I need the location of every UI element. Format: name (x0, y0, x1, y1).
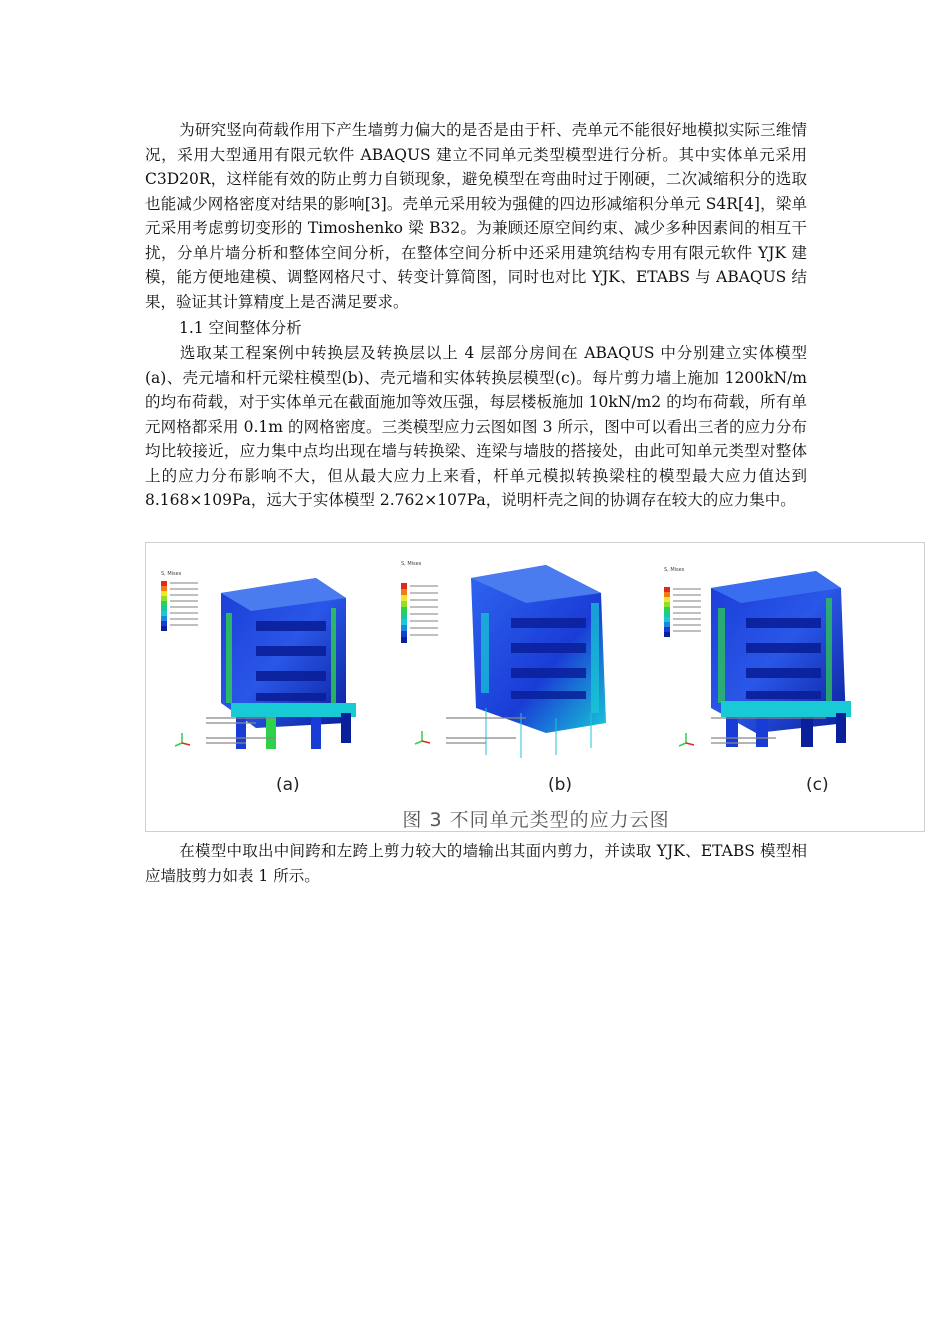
intro-paragraph: 为研究竖向荷载作用下产生墙剪力偏大的是否是由于杆、壳单元不能很好地模拟实际三维情况，采用大型通用有限元软件 ABAQUS 建立不同单元类型模型进行分析。其中实体单元采用 C3D20R，这样能有效的防止剪力自锁现象，避免模型在弯曲时过于刚硬，二次减缩积分的选取也能减少网格密度对结果的影响[3]。壳单元采用较为强健的四边形减缩积分单元 S4R[4]，梁单元采用考虑剪切变形的 Timoshenko 梁 B32。为兼顾还原空间约束、减少多种因素间的相互干扰，分单片墙分析和整体空间分析，在整体空间分析中还采用建筑结构专用有限元软件 YJK 建模，能方便地建模、调整网格尺寸、转变计算简图，同时也对比 YJK、ETABS 与 ABAQUS 结果，验证其计算精度上是否满足要求。 (145, 121, 807, 311)
legend-c (664, 567, 701, 637)
legend-title-b: S, Mises (401, 561, 422, 567)
legend-title-a: S, Mises (161, 571, 182, 577)
sublabel-b: (b) (548, 775, 573, 795)
model-a (175, 578, 356, 749)
legend-b (401, 561, 438, 643)
sublabel-a: (a) (276, 775, 300, 795)
model-c (679, 571, 851, 747)
table-intro-paragraph: 在模型中取出中间跨和左跨上剪力较大的墙输出其面内剪力，并读取 YJK、ETABS 模型相应墙肢剪力如表 1 所示。 (145, 842, 807, 885)
model-b (415, 565, 606, 758)
figure-caption: 图 3 不同单元类型的应力云图 (402, 809, 670, 831)
sublabel-c: (c) (806, 775, 829, 795)
legend-title-c: S, Mises (664, 567, 685, 573)
stress-contour-figure (145, 542, 925, 832)
section-heading: 1.1 空间整体分析 (179, 319, 302, 337)
legend-a (161, 571, 198, 631)
analysis-paragraph: 选取某工程案例中转换层及转换层以上 4 层部分房间在 ABAQUS 中分别建立实体模型(a)、壳元墙和杆元梁柱模型(b)、壳元墙和实体转换层模型(c)。每片剪力墙上施加 1200kN/m 的均布荷载，对于实体单元在截面施加等效压强，每层楼板施加 10kN/m2 的均布荷载，所有单元网格都采用 0.1m 的网格密度。三类模型应力云图如图 3 所示，图中可以看出三者的应力分布均比较接近，应力集中点均出现在墙与转换梁、连梁与墙肢的搭接处，由此可知单元类型对整体上的应力分布影响不大，但从最大应力上来看，杆单元模拟转换梁柱的模型最大应力值达到 8.168×109Pa，远大于实体模型 2.762×107Pa，说明杆壳之间的协调存在较大的应力集中。 (145, 344, 807, 509)
